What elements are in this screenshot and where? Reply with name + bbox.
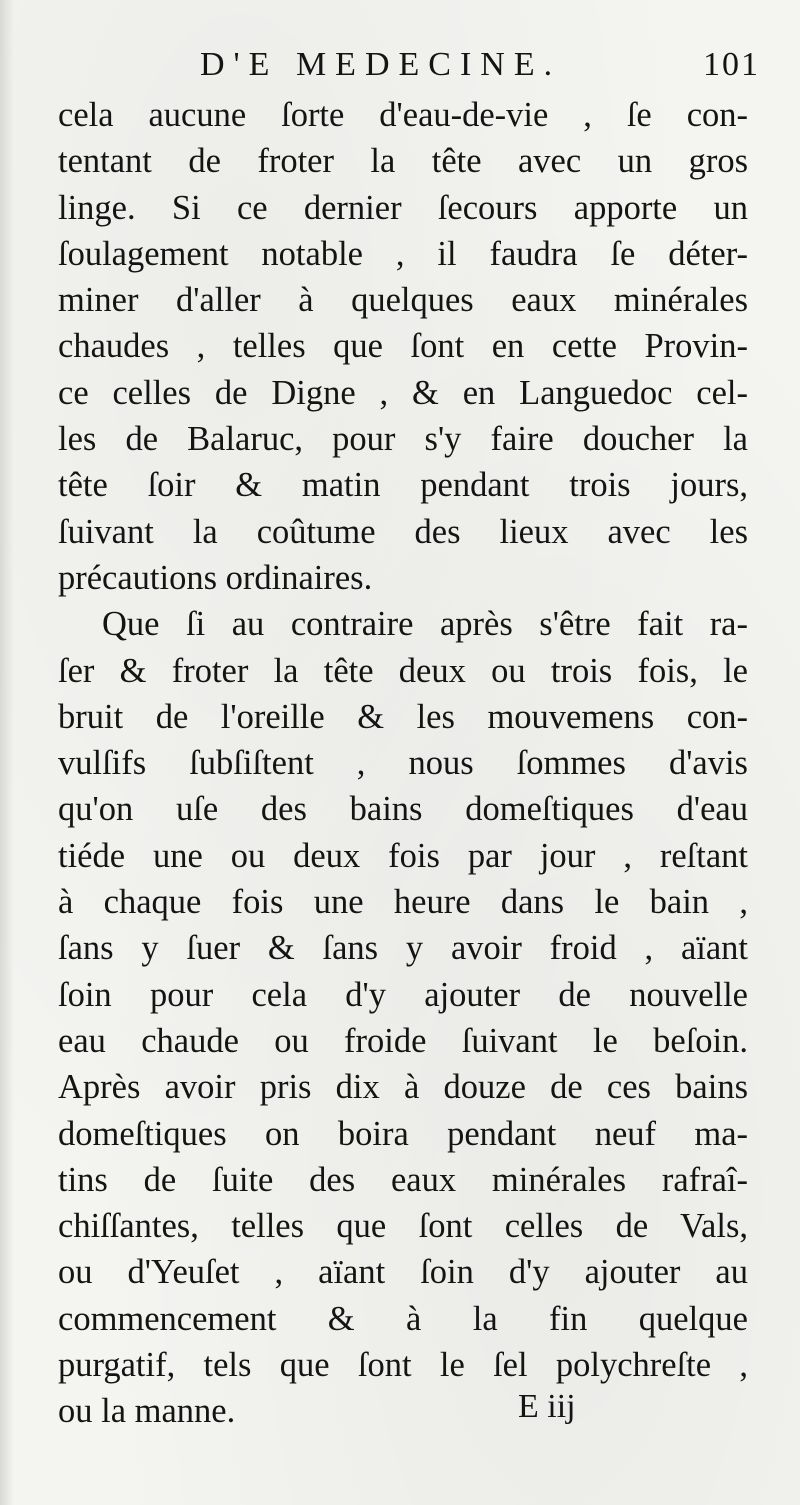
text-line: les de Balaruc, pour s'y faire doucher la bbox=[58, 420, 748, 459]
paragraph-1 bbox=[58, 92, 748, 601]
text-line: ſoulagement notable , il faudra ſe déter- bbox=[58, 234, 748, 273]
paragraph-2 bbox=[58, 601, 748, 1434]
text-line: ſer & froter la tête deux ou trois fois, le bbox=[58, 651, 748, 690]
text-line: à chaque fois une heure dans le bain , bbox=[58, 883, 748, 922]
text-line: ſoin pour cela d'y ajouter de nouvelle bbox=[58, 975, 748, 1014]
text-line: Après avoir pris dix à douze de ces bains bbox=[58, 1068, 748, 1107]
text-line: linge. Si ce dernier ſecours apporte un bbox=[58, 188, 748, 227]
running-title: D'E MEDECINE. bbox=[200, 46, 562, 83]
text-line: miner d'aller à quelques eaux minérales bbox=[58, 281, 748, 320]
text-line: tins de ſuite des eaux minérales rafraî- bbox=[58, 1160, 748, 1199]
text-line: Que ſi au contraire après s'être fait ra- bbox=[102, 605, 748, 644]
page-edge-shadow bbox=[0, 0, 14, 1505]
text-line: ſans y ſuer & ſans y avoir froid , aïant bbox=[58, 929, 748, 968]
text-line: qu'on uſe des bains domeſtiques d'eau bbox=[58, 790, 748, 829]
page-number: 101 bbox=[703, 46, 760, 83]
text-line: cela aucune ſorte d'eau-de-vie , ſe con- bbox=[58, 96, 748, 134]
text-line: tiéde une ou deux fois par jour , reſtant bbox=[58, 836, 748, 875]
text-line: chaudes , telles que ſont en cette Provin- bbox=[58, 327, 748, 366]
text-line: ce celles de Digne , & en Languedoc cel- bbox=[58, 373, 748, 412]
text-line: tête ſoir & matin pendant trois jours, bbox=[58, 466, 748, 505]
signature-mark: E iij bbox=[518, 1388, 576, 1425]
text-line: chiſſantes, telles que ſont celles de Vals, bbox=[58, 1207, 748, 1246]
text-line: ou la manne. bbox=[58, 1392, 236, 1431]
text-line: ſuivant la coûtume des lieux avec les bbox=[58, 512, 748, 551]
text-line: bruit de l'oreille & les mouvemens con- bbox=[58, 697, 748, 736]
running-head bbox=[200, 46, 760, 96]
text-line: purgatif, tels que ſont le ſel polychreſte , bbox=[58, 1346, 748, 1385]
text-line: eau chaude ou froide ſuivant le beſoin. bbox=[58, 1021, 748, 1060]
text-line: commencement & à la fin quelque bbox=[58, 1299, 748, 1338]
text-line: tentant de froter la tête avec un gros bbox=[58, 142, 748, 181]
body-text bbox=[58, 92, 748, 1435]
text-line: ou d'Yeuſet , aïant ſoin d'y ajouter au bbox=[58, 1253, 748, 1292]
text-line: vulſifs ſubſiſtent , nous ſommes d'avis bbox=[58, 744, 748, 783]
text-line: domeſtiques on boira pendant neuf ma- bbox=[58, 1114, 748, 1153]
text-line: précautions ordinaires. bbox=[58, 558, 373, 597]
